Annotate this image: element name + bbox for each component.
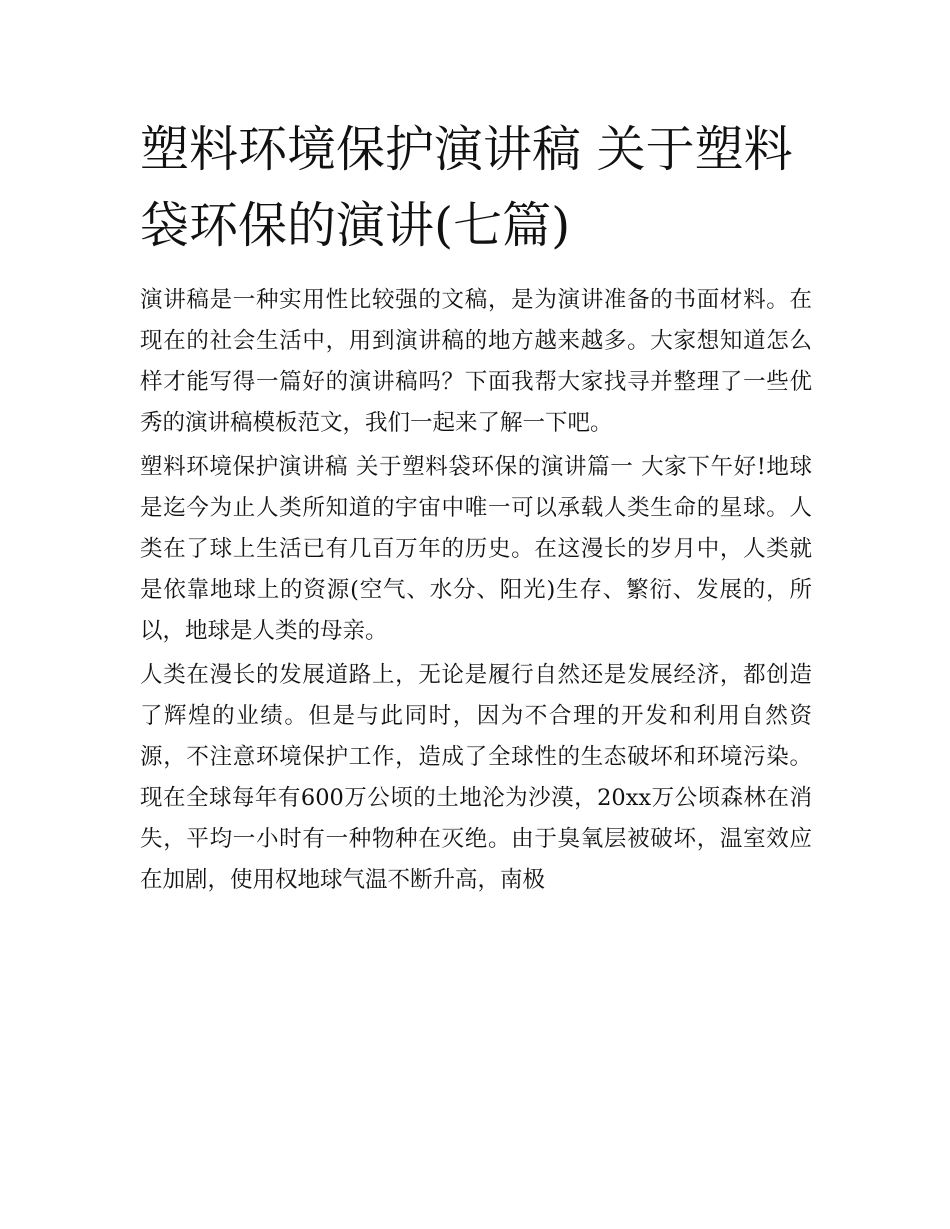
paragraph-environment-damage: 人类在漫长的发展道路上，无论是履行自然还是发展经济，都创造了辉煌的业绩。但是与此同时，因为不合理的开发和利用自然资源，不注意环境保护工作，造成了全球性的生态破坏和环境污染。现在全球每年有600万公顷的土地沦为沙漠，20xx万公顷森林在消失，平均一小时有一种物种在灭绝。由于臭氧层被破坏，温室效应在加剧，使用权地球气温不断升高，南极 [140,662,812,893]
paragraph-speech-one-opening: 塑料环境保护演讲稿 关于塑料袋环保的演讲篇一 大家下午好!地球是迄今为止人类所知道的宇宙中唯一可以承载人类生命的星球。人类在了球上生活已有几百万年的历史。在这漫长的岁月中，人类就是依靠地球上的资源(空气、水分、阳光)生存、繁衍、发展的，所以，地球是人类的母亲。 [140,454,812,644]
document-page [140,112,812,904]
document-title: 塑料环境保护演讲稿 关于塑料袋环保的演讲(七篇) [140,121,793,254]
paragraph-intro: 演讲稿是一种实用性比较强的文稿，是为演讲准备的书面材料。在现在的社会生活中，用到演讲稿的地方越来越多。大家想知道怎么样才能写得一篇好的演讲稿吗？下面我帮大家找寻并整理了一些优秀的演讲稿模板范文，我们一起来了解一下吧。 [140,287,812,436]
